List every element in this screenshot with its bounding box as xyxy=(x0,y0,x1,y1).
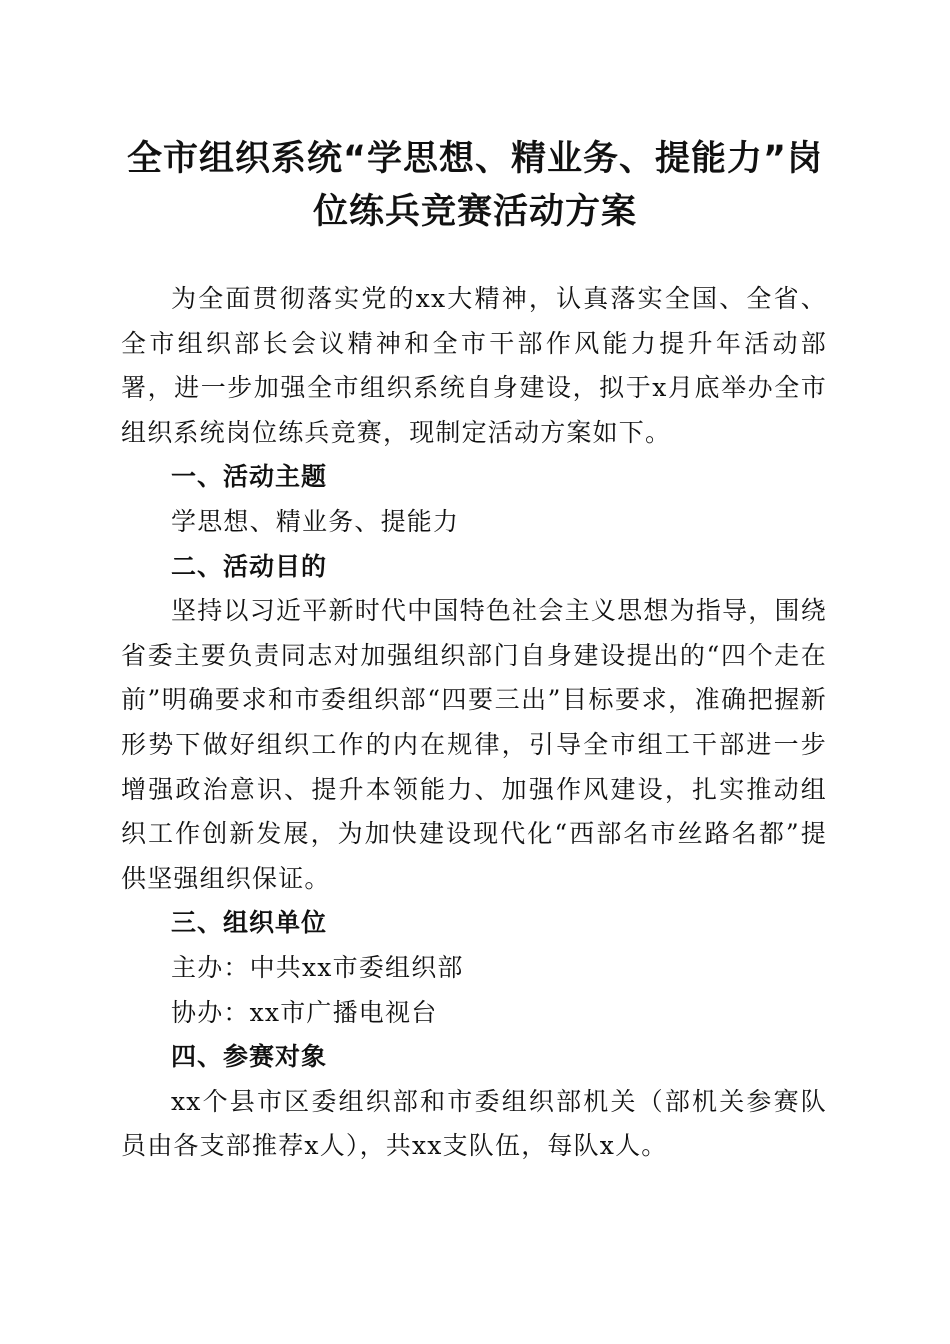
section-heading-participants: 四、参赛对象 xyxy=(171,1042,328,1072)
section-content-theme: 学思想、精业务、提能力 xyxy=(171,506,460,536)
intro-paragraph: 为全面贯彻落实党的xx大精神，认真落实全国、全省、全市组织部长会议精神和全市干部作风能力提升年活动部署，进一步加强全市组织系统自身建设，拟于x月底举办全市组织系统岗位练兵竞赛，现制定活动方案如下。 xyxy=(121,284,827,447)
document-title xyxy=(110,133,840,239)
title-line-2: 位练兵竞赛活动方案 xyxy=(312,192,637,232)
organizer-co-host: 协办：xx市广播电视台 xyxy=(171,997,438,1027)
section-content-purpose: 坚持以习近平新时代中国特色社会主义思想为指导，围绕省委主要负责同志对加强组织部门自身建设提出的“四个走在前”明确要求和市委组织部“四要三出”目标要求，准确把握新形势下做好组织工作的内在规律，引导全市组工干部进一步增强政治意识、提升本领能力、加强作风建设，扎实推动组织工作创新发展，为加快建设现代化“西部名市丝路名都”提供坚强组织保证。 xyxy=(121,596,827,893)
organizer-host: 主办：中共xx市委组织部 xyxy=(171,952,464,982)
section-content-participants: xx个县市区委组织部和市委组织部机关（部机关参赛队员由各支部推荐x人），共xx支队伍，每队x人。 xyxy=(121,1086,827,1161)
section-heading-theme: 一、活动主题 xyxy=(171,462,328,492)
document-body xyxy=(121,277,827,1169)
title-line-1: 全市组织系统“学思想、精业务、提能力”岗 xyxy=(126,139,823,179)
section-heading-purpose: 二、活动目的 xyxy=(171,551,328,581)
section-heading-organizers: 三、组织单位 xyxy=(171,908,328,938)
